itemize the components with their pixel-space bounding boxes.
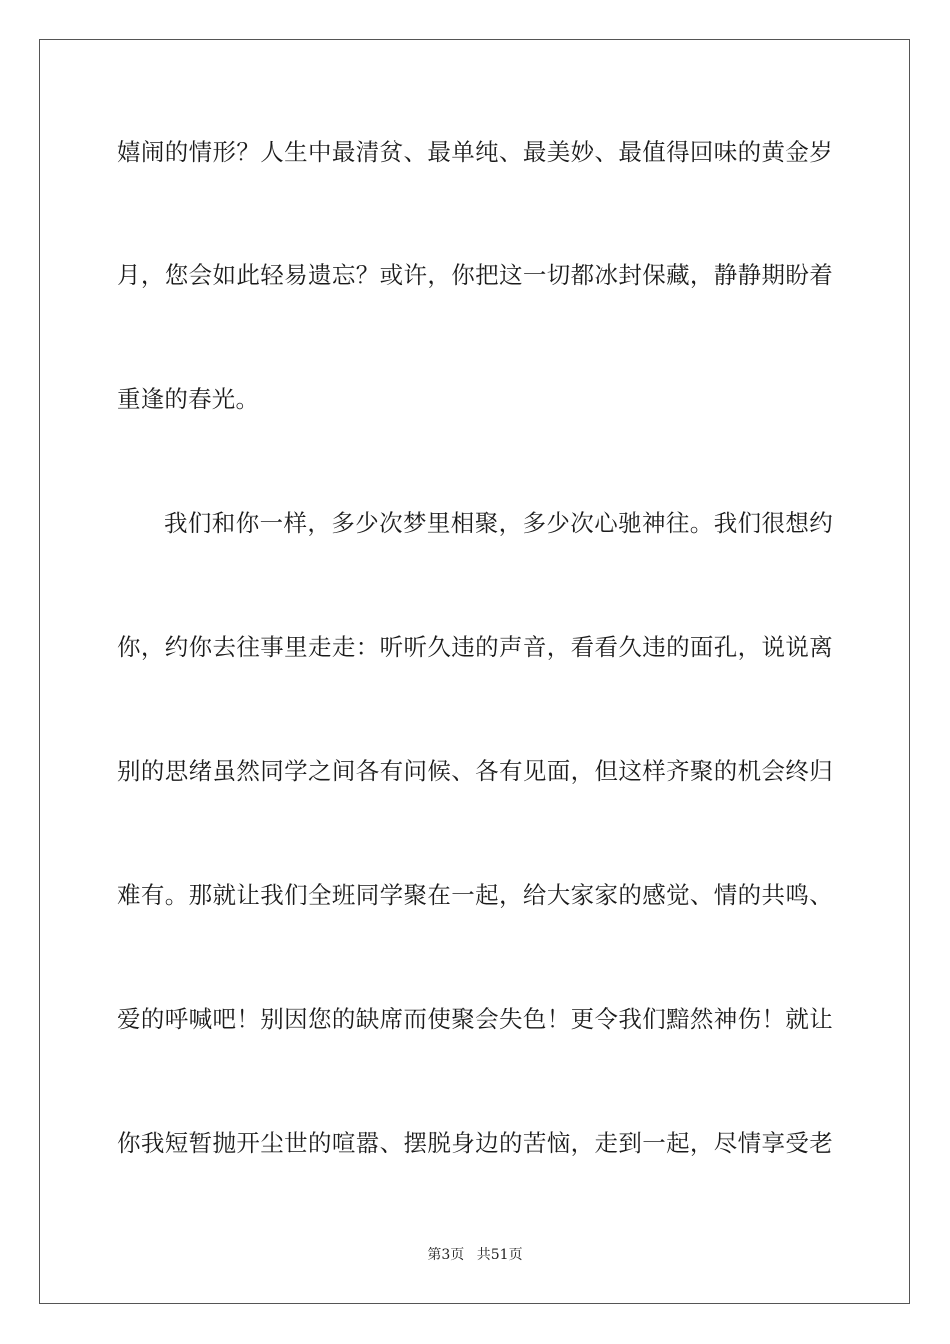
paragraph-line-2: 月，您会如此轻易遗忘？或许，你把这一切都冰封保藏，静静期盼着 xyxy=(117,261,833,289)
paragraph-line-6: 别的思绪虽然同学之间各有问候、各有见面，但这样齐聚的机会终归 xyxy=(117,757,833,785)
total-pages: 共51页 xyxy=(476,1247,523,1263)
paragraph-line-7: 难有。那就让我们全班同学聚在一起，给大家家的感觉、情的共鸣、 xyxy=(117,881,833,909)
page-border xyxy=(39,39,910,1304)
paragraph-line-4: 我们和你一样，多少次梦里相聚，多少次心驰神往。我们很想约 xyxy=(164,509,833,537)
paragraph-line-5: 你，约你去往事里走走：听听久违的声音，看看久违的面孔，说说离 xyxy=(117,633,833,661)
page-number: 第3页 xyxy=(427,1247,465,1263)
paragraph-line-3: 重逢的春光。 xyxy=(117,385,260,413)
paragraph-line-8: 爱的呼喊吧！别因您的缺席而使聚会失色！更令我们黯然神伤！就让 xyxy=(117,1005,833,1033)
paragraph-line-9: 你我短暂抛开尘世的喧嚣、摆脱身边的苦恼，走到一起，尽情享受老 xyxy=(117,1129,833,1157)
page-footer xyxy=(0,1246,950,1264)
paragraph-line-1: 嬉闹的情形？人生中最清贫、最单纯、最美妙、最值得回味的黄金岁 xyxy=(117,138,833,166)
